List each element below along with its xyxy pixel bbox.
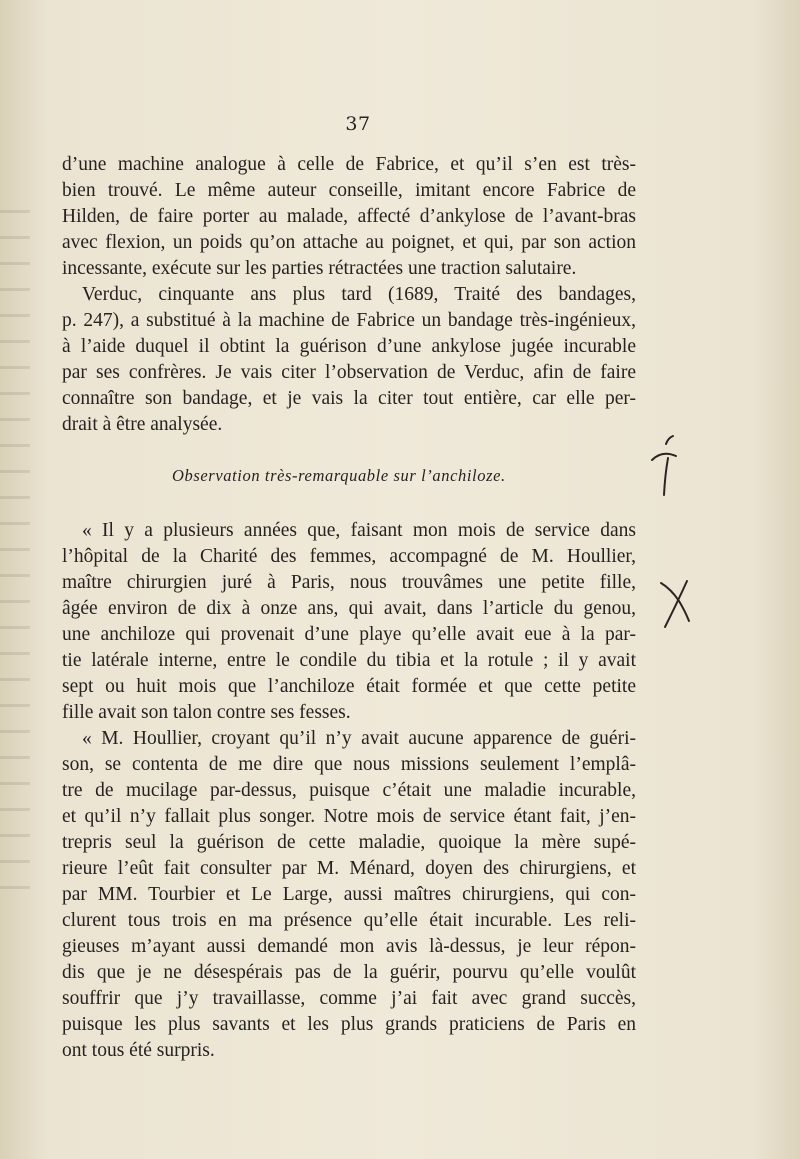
- handwritten-mark-upper: [640, 420, 690, 500]
- page-number: 37: [345, 113, 371, 135]
- text-line: gieuses m’ayant aussi demandé mon avis là-dessus, je leur répon-: [62, 936, 636, 957]
- text-line: « M. Houllier, croyant qu’il n’y avait aucune apparence de guéri-: [82, 728, 636, 749]
- text-line: ont tous été surpris.: [62, 1040, 215, 1061]
- text-line: drait à être analysée.: [62, 414, 223, 435]
- text-line: puisque les plus savants et les plus grands praticiens de Paris en: [62, 1014, 636, 1035]
- text-line: sept ou huit mois que l’anchiloze était formée et que cette petite: [62, 676, 636, 697]
- text-line: rieure l’eût fait consulter par M. Ménard, doyen des chirurgiens, et: [62, 858, 636, 879]
- text-line: bien trouvé. Le même auteur conseille, imitant encore Fabrice de: [62, 180, 636, 201]
- text-line: fille avait son talon contre ses fesses.: [62, 702, 351, 723]
- section-subtitle: Observation très-remarquable sur l’anchiloze.: [172, 466, 506, 485]
- text-line: connaître son bandage, et je vais la citer tout entière, car elle per-: [62, 388, 636, 409]
- text-line: maître chirurgien juré à Paris, nous trouvâmes une petite fille,: [62, 572, 636, 593]
- text-line: âgée environ de dix à onze ans, qui avait, dans l’article du genou,: [62, 598, 636, 619]
- text-line: clurent tous trois en ma présence qu’elle était incurable. Les reli-: [62, 910, 636, 931]
- text-line: Hilden, de faire porter au malade, affecté d’ankylose de l’avant-bras: [62, 206, 636, 227]
- text-line: et qu’il n’y fallait plus songer. Notre mois de service étant fait, j’en-: [62, 806, 636, 827]
- handwritten-mark-lower: [655, 575, 700, 635]
- text-line: « Il y a plusieurs années que, faisant mon mois de service dans: [82, 520, 636, 541]
- text-line: incessante, exécute sur les parties rétractées une traction salutaire.: [62, 258, 577, 279]
- text-line: Verduc, cinquante ans plus tard (1689, Traité des bandages,: [82, 284, 636, 305]
- text-line: tre de mucilage par-dessus, puisque c’était une maladie incurable,: [62, 780, 636, 801]
- text-line: l’hôpital de la Charité des femmes, accompagné de M. Houllier,: [62, 546, 636, 567]
- text-line: avec flexion, un poids qu’on attache au poignet, et qui, par son action: [62, 232, 636, 253]
- text-line: souffrir que j’y travaillasse, comme j’ai fait avec grand succès,: [62, 988, 636, 1009]
- text-line: à l’aide duquel il obtint la guérison d’une ankylose jugée incurable: [62, 336, 636, 357]
- text-line: une anchiloze qui provenait d’une playe qu’elle avait eue à la par-: [62, 624, 636, 645]
- bleed-through-margin: [0, 210, 30, 910]
- text-line: trepris seul la guérison de cette maladie, quoique la mère supé-: [62, 832, 636, 853]
- text-line: tie latérale interne, entre le condile du tibia et la rotule ; il y avait: [62, 650, 636, 671]
- text-line: par MM. Tourbier et Le Large, aussi maîtres chirurgiens, qui con-: [62, 884, 636, 905]
- text-line: son, se contenta de me dire que nous missions seulement l’emplâ-: [62, 754, 636, 775]
- text-line: p. 247), a substitué à la machine de Fabrice un bandage très-ingénieux,: [62, 310, 636, 331]
- text-line: d’une machine analogue à celle de Fabrice, et qu’il s’en est très-: [62, 154, 636, 175]
- text-line: dis que je ne désespérais pas de la guérir, pourvu qu’elle voulût: [62, 962, 636, 983]
- text-line: par ses confrères. Je vais citer l’observation de Verduc, afin de faire: [62, 362, 636, 383]
